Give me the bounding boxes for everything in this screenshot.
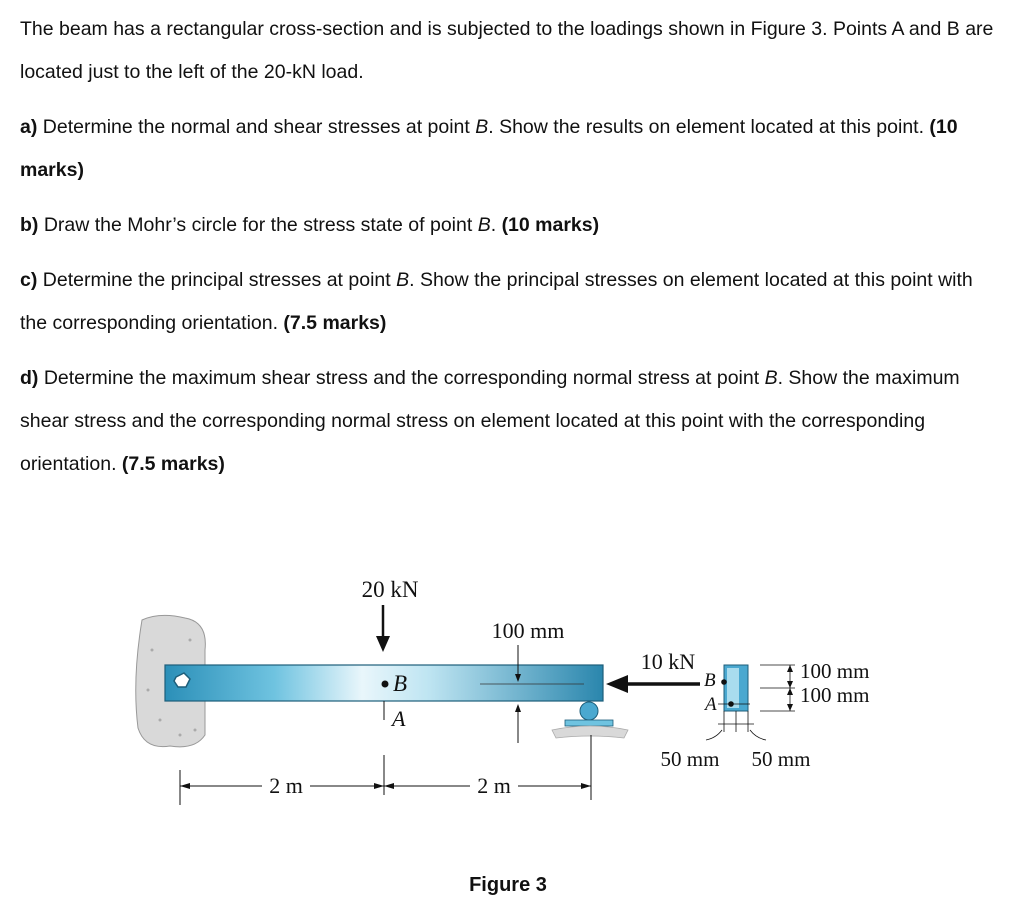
dim-left-label: 2 m — [269, 773, 303, 798]
question-d-label: d) — [20, 367, 39, 389]
question-c-label: c) — [20, 269, 38, 291]
question-a-point: B — [475, 116, 489, 138]
question-b-marks: (10 marks) — [501, 214, 600, 236]
question-d-text-pre: Determine the maximum shear stress and the corresponding normal stress at point — [43, 367, 765, 389]
section-h-arrow-4 — [787, 704, 793, 711]
ground — [552, 726, 628, 738]
point-b-label: B — [393, 671, 408, 696]
dim-arrow-1 — [180, 783, 190, 789]
question-b-text-post: . — [490, 214, 502, 236]
section-h-arrow-2 — [787, 681, 793, 688]
section-h2-label: 100 mm — [800, 683, 870, 707]
section-w2-label: 50 mm — [751, 747, 811, 771]
problem-text — [20, 8, 996, 498]
intro-paragraph: The beam has a rectangular cross-section and is subjected to the loadings shown in Figure 3. Points A and B are located just to the left of the 20-kN load. — [20, 18, 994, 83]
beam-figure — [0, 560, 1016, 870]
section-h-arrow-1 — [787, 665, 793, 672]
dim-arrow-2 — [374, 783, 384, 789]
section-h-arrow-3 — [787, 688, 793, 695]
figure-caption: Figure 3 — [469, 874, 547, 896]
question-d-text-post: . Show the maximum shear stress and the corresponding normal stress on element located at this point with the corresponding orientation. — [20, 367, 960, 475]
vertical-load-arrowhead — [376, 636, 390, 652]
point-a-label: A — [392, 706, 406, 731]
question-a-text-post: . Show the results on element located at this point. — [488, 116, 930, 138]
question-b-point: B — [477, 214, 491, 236]
roller-plate — [565, 720, 613, 726]
dim-right-label: 2 m — [477, 773, 511, 798]
question-d-point: B — [764, 367, 778, 389]
question-b-text-pre: Draw the Mohr’s circle for the stress state of point — [43, 214, 478, 236]
question-b-label: b) — [20, 214, 39, 236]
dim-arrow-3 — [384, 783, 394, 789]
section-point-b-label: B — [704, 670, 716, 691]
dim-arrow-4 — [581, 783, 591, 789]
axial-load-arrowhead — [606, 675, 628, 693]
axial-load-label: 10 kN — [640, 649, 696, 674]
depth-label: 100 mm — [491, 618, 565, 643]
roller-support — [580, 702, 598, 720]
question-a-text-pre: Determine the normal and shear stresses at point — [42, 116, 476, 138]
section-h1-label: 100 mm — [800, 659, 870, 683]
question-d — [20, 357, 996, 486]
question-c-marks: (7.5 marks) — [283, 312, 387, 334]
question-a-label: a) — [20, 116, 38, 138]
section-w1-label: 50 mm — [660, 747, 720, 771]
cross-section-highlight — [727, 668, 739, 708]
depth-arrow-bottom — [515, 704, 521, 712]
vertical-load-label: 20 kN — [361, 577, 419, 602]
question-c-text-post: . Show the principal stresses on element located at this point with the corresponding orientation. — [20, 269, 973, 334]
question-d-marks: (7.5 marks) — [121, 453, 225, 475]
question-a — [20, 106, 996, 192]
section-point-a-label: A — [705, 694, 717, 715]
point-b-dot — [382, 681, 389, 688]
section-point-b-dot — [721, 679, 727, 685]
question-b — [20, 204, 996, 247]
section-w-leader-1 — [706, 730, 722, 740]
section-w-leader-2 — [750, 730, 766, 740]
question-c — [20, 259, 996, 345]
question-c-text-pre: Determine the principal stresses at point — [42, 269, 397, 291]
question-c-point: B — [396, 269, 410, 291]
question-a-marks: (10 marks) — [20, 116, 958, 181]
